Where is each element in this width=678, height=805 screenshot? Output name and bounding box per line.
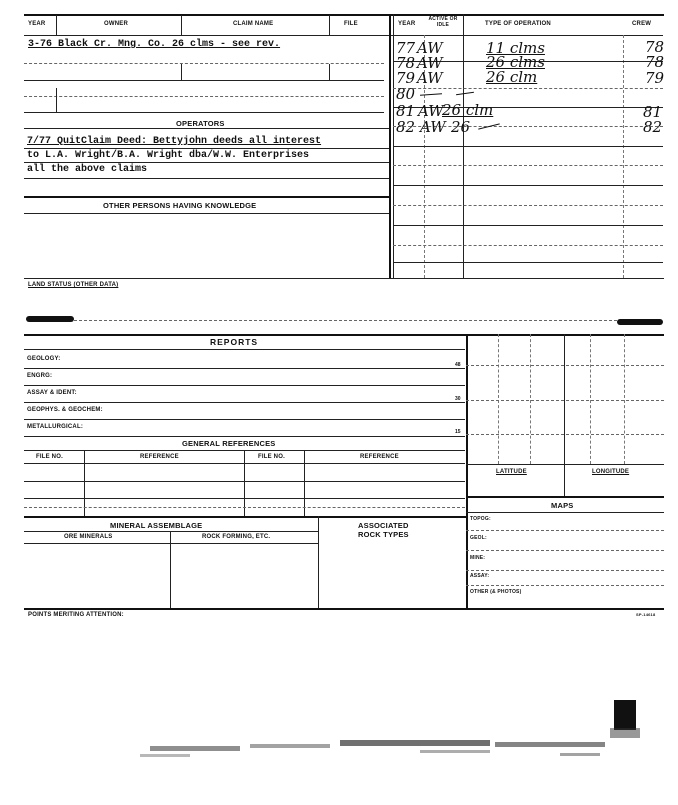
operators-line-3: all the above claims	[27, 164, 148, 175]
activity-row-line	[393, 165, 663, 166]
form-code: SP-14618	[636, 612, 656, 617]
operators-line-2: to L.A. Wright/B.A. Wright dba/W.W. Enterprises	[27, 150, 310, 161]
rock-types-heading: ROCK TYPES	[358, 530, 409, 539]
bottom-rule	[24, 608, 664, 610]
other-persons-rule-2	[24, 213, 389, 214]
grid-line	[466, 365, 664, 366]
reports-heading-rule	[24, 349, 465, 350]
divider	[329, 64, 330, 80]
reports-top-rule	[24, 334, 664, 336]
activity-row-line	[393, 88, 663, 89]
divider	[564, 334, 565, 496]
report-label: ASSAY & IDENT:	[27, 390, 77, 396]
reports-row-line	[24, 385, 465, 386]
general-references-rule	[24, 436, 465, 437]
land-status-rule	[24, 278, 664, 279]
header-type-of-operation: TYPE OF OPERATION	[485, 21, 551, 27]
activity-year: 81	[396, 102, 416, 120]
points-meriting-label: POINTS MERITING ATTENTION:	[28, 612, 124, 618]
activity-status: AW	[417, 54, 443, 72]
activity-row-line	[393, 205, 663, 206]
header-file: FILE	[344, 21, 358, 27]
map-row-line	[466, 585, 664, 586]
divider	[56, 88, 57, 113]
land-status-label: LAND STATUS (OTHER DATA)	[28, 282, 119, 288]
operators-row-line	[24, 148, 389, 149]
header-rule-left	[24, 35, 389, 36]
divider	[329, 15, 330, 35]
activity-status: AW	[417, 39, 443, 57]
ore-minerals-header: ORE MINERALS	[64, 534, 113, 540]
activity-row-line	[393, 185, 663, 186]
mineral-subrule	[24, 531, 318, 532]
scan-noise	[0, 690, 678, 790]
activity-year: 82	[396, 118, 416, 136]
map-row-line	[466, 570, 664, 571]
activity-year: 77	[396, 39, 416, 57]
ink-blot	[617, 319, 663, 325]
reports-row-line	[24, 368, 465, 369]
report-label: ENGRG:	[27, 373, 53, 379]
activity-status-dash	[420, 93, 442, 96]
report-number: 48	[455, 362, 461, 368]
divider	[181, 64, 182, 80]
activity-status: AW	[417, 69, 443, 87]
report-label: GEOPHYS. & GEOCHEM:	[27, 407, 103, 413]
report-label: METALLURGICAL:	[27, 424, 84, 430]
activity-operation-dash	[456, 92, 474, 95]
owner-row-line	[24, 63, 384, 64]
report-number: 15	[455, 429, 461, 435]
report-number: 30	[455, 396, 461, 402]
header-year-right: YEAR	[398, 21, 416, 27]
header-active-idle: ACTIVE OR IDLE	[428, 16, 458, 28]
map-item: MINE:	[470, 555, 486, 561]
divider	[56, 15, 57, 35]
activity-operation: 26 clms	[486, 53, 545, 71]
activity-row-line	[393, 262, 663, 263]
land-status-line	[74, 320, 617, 321]
activity-year: 80	[396, 85, 416, 103]
map-item: GEOL:	[470, 535, 487, 541]
owner-row-line	[24, 80, 384, 81]
general-references-heading: GENERAL REFERENCES	[182, 439, 276, 448]
owner-row-line	[24, 112, 384, 113]
top-rule	[24, 14, 664, 16]
associated-heading: ASSOCIATED	[358, 521, 409, 530]
ink-blot	[26, 316, 74, 322]
activity-operation: 11 clms	[486, 39, 545, 57]
header-year: YEAR	[28, 21, 46, 27]
activity-crew: 82	[643, 118, 663, 136]
ref-file-no-header: FILE NO.	[36, 454, 63, 460]
activity-crew: 81	[643, 103, 663, 121]
activity-status: AW	[420, 118, 446, 136]
divider	[623, 35, 624, 278]
mineral-top-rule	[24, 516, 466, 518]
map-item: TOPOG:	[470, 516, 491, 522]
owner-entry: 3-76 Black Cr. Mng. Co. 26 clms - see rev.	[28, 39, 281, 50]
maps-heading: MAPS	[551, 501, 574, 510]
divider	[318, 516, 319, 608]
grid-line	[466, 434, 664, 435]
divider	[624, 334, 625, 464]
activity-year: 79	[396, 69, 416, 87]
ref-row-line	[24, 481, 465, 482]
mineral-heading: MINERAL ASSEMBLAGE	[110, 521, 203, 530]
activity-operation: 26	[451, 118, 471, 136]
report-label: GEOLOGY:	[27, 356, 61, 362]
reports-row-line	[24, 402, 465, 403]
header-claim-name: CLAIM NAME	[233, 21, 274, 27]
grid-line	[466, 400, 664, 401]
activity-crew: 78	[645, 53, 665, 71]
operators-row-line	[24, 178, 389, 179]
header-owner: OWNER	[104, 21, 128, 27]
activity-year: 78	[396, 54, 416, 72]
latitude-label: LATITUDE	[496, 469, 527, 475]
ref-row-line	[24, 498, 465, 499]
other-persons-rule	[24, 196, 389, 198]
map-item: OTHER (& PHOTOS)	[470, 589, 522, 595]
activity-operation: 26 clm	[442, 101, 494, 119]
operators-row-line	[24, 162, 389, 163]
map-item: ASSAY:	[470, 573, 490, 579]
rock-forming-header: ROCK FORMING, ETC.	[202, 534, 271, 540]
mineral-header-rule	[24, 543, 318, 544]
map-row-line	[466, 530, 664, 531]
divider	[590, 334, 591, 464]
ref-reference-header: REFERENCE	[140, 454, 179, 460]
longitude-label: LONGITUDE	[592, 469, 630, 475]
divider	[181, 15, 182, 35]
divider	[530, 334, 531, 464]
activity-row-line	[393, 146, 663, 147]
operators-heading: OPERATORS	[176, 119, 225, 128]
operators-rule	[24, 128, 389, 129]
owner-row-line	[24, 96, 384, 97]
maps-top-rule	[466, 496, 664, 498]
header-crew: CREW	[632, 21, 652, 27]
activity-crew: 78	[645, 38, 665, 56]
map-row-line	[466, 550, 664, 551]
other-persons-heading: OTHER PERSONS HAVING KNOWLEDGE	[103, 201, 257, 210]
maps-heading-rule	[466, 512, 664, 513]
reports-row-line	[24, 419, 465, 420]
divider	[498, 334, 499, 464]
activity-operation: 26 clm	[486, 68, 538, 86]
reports-heading: REPORTS	[210, 337, 259, 347]
activity-row-line	[393, 225, 663, 226]
main-split	[389, 14, 391, 278]
ref-file-no-header: FILE NO.	[258, 454, 285, 460]
reports-right-border	[466, 334, 468, 608]
grid-line	[466, 464, 664, 465]
divider	[170, 531, 171, 608]
activity-row-line	[393, 245, 663, 246]
ref-reference-header: REFERENCE	[360, 454, 399, 460]
activity-crew: 79	[645, 69, 665, 87]
operators-line-1: 7/77 QuitClaim Deed: Bettyjohn deeds all interest	[27, 136, 322, 147]
activity-status: AW	[418, 102, 444, 120]
ref-row-line	[24, 507, 465, 508]
